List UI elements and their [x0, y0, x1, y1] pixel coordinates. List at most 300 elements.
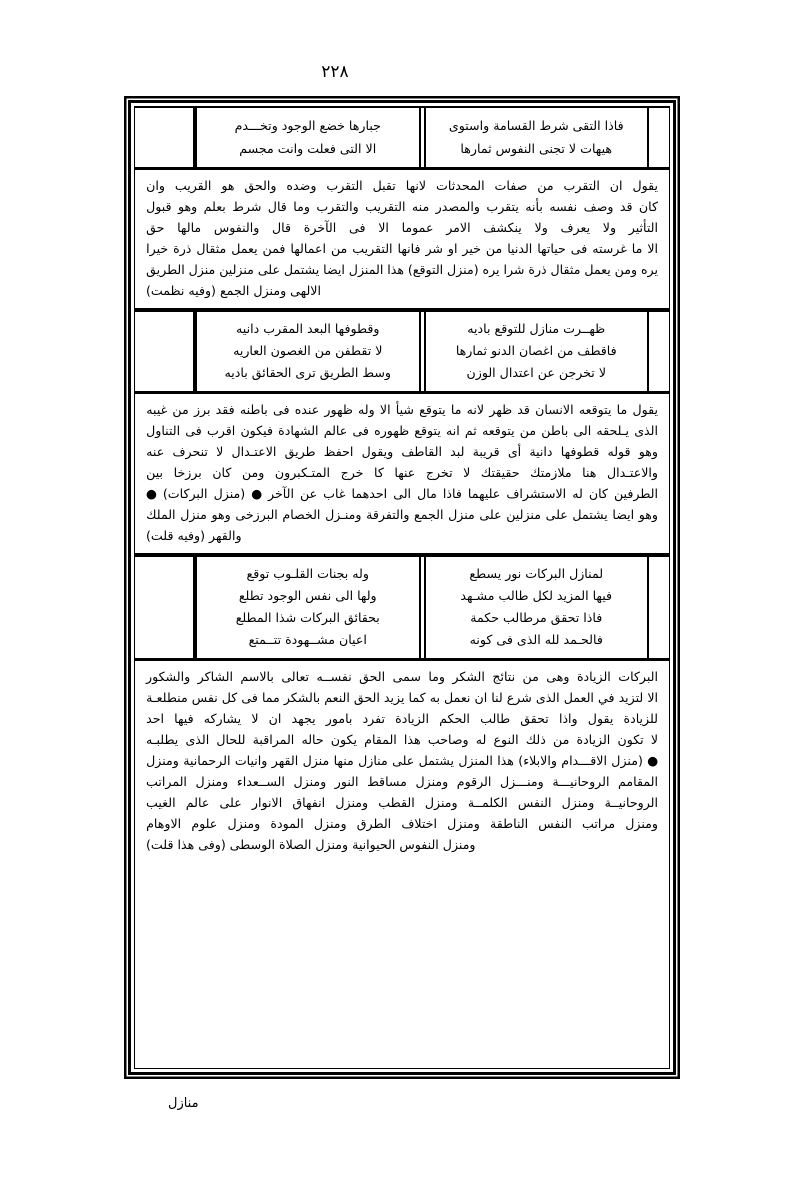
prose-word: كما	[408, 690, 426, 705]
prose-word: المراتب	[146, 774, 187, 789]
prose-word: ذرة	[173, 241, 192, 256]
prose-word: الخصام	[282, 507, 321, 522]
prose-word: يقول	[632, 178, 658, 193]
prose-word: وانيات	[234, 753, 268, 768]
prose-word: باطنه	[239, 402, 268, 417]
prose-word: ومنزل	[415, 774, 449, 789]
prose-word: الاوهام	[146, 816, 182, 831]
prose-word: كان	[212, 465, 232, 480]
prose-word: القاطف	[401, 444, 442, 459]
prose-word: تخرج	[425, 465, 453, 480]
prose-word: منزلين	[219, 262, 254, 277]
prose-line	[146, 792, 658, 813]
prose-word: يقول	[587, 711, 614, 726]
hemistich: هيهات لا تجنى النفوس ثمارها	[460, 141, 613, 156]
prose-word: ومنزل	[146, 753, 179, 768]
prose-word: يشاركه	[203, 711, 242, 726]
prose-block-2	[135, 394, 669, 556]
prose-word: برز	[193, 402, 211, 417]
verse-table-2-left-column	[195, 312, 419, 391]
prose-word: يعمل	[231, 241, 258, 256]
prose-word: حق	[146, 220, 165, 235]
prose-word: غرسته	[592, 241, 627, 256]
prose-word: برزخا	[173, 465, 202, 480]
prose-word: (منزل	[447, 262, 479, 277]
prose-word: الســعداء	[236, 774, 285, 789]
prose-word: شيأ	[395, 402, 414, 417]
prose-word: حاله	[301, 732, 324, 747]
prose-word: ومن	[614, 262, 638, 277]
prose-word: يـلحقه	[596, 423, 630, 438]
prose-word: عموما	[401, 220, 434, 235]
prose-word: الروحانيــة	[604, 795, 658, 810]
prose-word: لا	[216, 444, 224, 459]
verse-table-3-divider	[419, 557, 426, 658]
prose-word: نتائج	[492, 669, 516, 684]
prose-word: لانه	[466, 402, 485, 417]
prose-word: ايضا	[612, 507, 635, 522]
prose-word: فى	[241, 690, 258, 705]
prose-word: الا	[647, 241, 658, 256]
prose-word: منازل	[358, 753, 388, 768]
prose-word: له	[475, 732, 487, 747]
prose-word: من	[537, 178, 554, 193]
verse-table-1-tail-column	[135, 108, 195, 167]
prose-word: النفس	[538, 816, 572, 831]
prose-word: فى	[352, 423, 369, 438]
prose-word: كا	[373, 465, 384, 480]
prose-word: الشكر	[452, 669, 485, 684]
prose-line	[146, 771, 658, 792]
prose-word: البركات)	[162, 486, 208, 501]
prose-word: قطوفها	[560, 444, 600, 459]
hemistich: فاقطف من اغصان الدنو ثمارها	[455, 343, 617, 358]
prose-line	[146, 750, 658, 771]
prose-word: على	[219, 795, 242, 810]
prose-word: ومنزل	[447, 816, 480, 831]
prose-word: ●	[146, 486, 157, 501]
prose-word: له	[572, 486, 583, 501]
prose-word: الشهادة	[278, 423, 319, 438]
prose-word: يطلبـه	[146, 732, 179, 747]
prose-word: الانوار	[251, 795, 283, 810]
prose-word: ينكشف	[483, 220, 522, 235]
prose-word: كل	[221, 690, 238, 705]
hemistich: الا التى فعلت وانت مجسم	[239, 141, 377, 156]
hemistich: جبارها خضع الوجود وتخـــدم	[234, 118, 381, 133]
prose-word: الطرفين	[613, 486, 658, 501]
prose-word: الانسان	[535, 402, 574, 417]
prose-word: وصف	[583, 199, 614, 214]
prose-word: وصاحب	[427, 732, 469, 747]
prose-word: يعمل	[584, 262, 611, 277]
prose-line	[146, 175, 658, 196]
prose-word: لبد	[450, 444, 465, 459]
prose-word: ما	[631, 241, 643, 256]
prose-word: حياتها	[537, 241, 566, 256]
prose-word: وهو	[211, 507, 231, 522]
prose-word: انفهاق	[292, 795, 326, 810]
prose-word: فانها	[397, 241, 421, 256]
verse-table-1	[135, 107, 669, 170]
prose-word: يشتمل	[283, 262, 320, 277]
prose-word: هو	[221, 178, 235, 193]
prose-word: للحال	[216, 732, 246, 747]
verse-table-2-tail-column	[135, 312, 195, 391]
prose-word: يشتمل	[418, 753, 454, 768]
prose-word: التأثير	[628, 220, 658, 235]
prose-word: على	[392, 753, 415, 768]
prose-word: مثقال	[550, 262, 581, 277]
prose-word: للزيادة	[623, 711, 658, 726]
prose-word: عنها	[394, 465, 416, 480]
prose-word: ●	[251, 486, 262, 501]
prose-word: فى	[570, 241, 588, 256]
prose-word: وله	[358, 402, 375, 417]
prose-word: والاعتـدال	[606, 465, 658, 480]
prose-word: تعالى	[281, 669, 310, 684]
prose-word: الدنيا	[507, 241, 533, 256]
prose-word: ذرة	[528, 262, 547, 277]
prose-word: الا	[378, 220, 389, 235]
prose-block-3	[135, 661, 669, 862]
prose-word: الروحانيـــة	[552, 774, 610, 789]
prose-line	[146, 666, 658, 687]
prose-word: قال	[267, 199, 287, 214]
prose-word: اختلاف	[401, 816, 437, 831]
prose-word: فى	[185, 423, 202, 438]
verse-table-3-tail-column	[135, 557, 195, 658]
prose-word: ثم	[464, 423, 477, 438]
prose-word: على	[479, 507, 502, 522]
prose-word: التوقع)	[407, 262, 444, 277]
prose-word: الامر	[446, 220, 471, 235]
prose-word: عالم	[323, 423, 348, 438]
prose-word: بالاسم	[240, 669, 274, 684]
prose-word: لا	[463, 465, 471, 480]
prose-word: التقريب	[352, 241, 393, 256]
prose-word: ظهور	[324, 402, 353, 417]
prose-word: التناول	[146, 423, 181, 438]
prose-word: الى	[393, 486, 412, 501]
prose-word: شرا	[503, 262, 525, 277]
prose-word: ومنزل	[335, 795, 369, 810]
prose-word: لا	[650, 732, 658, 747]
prose-word: العمل	[563, 690, 594, 705]
verse-table-2-right-column	[426, 312, 648, 391]
prose-word: الحكم	[439, 711, 470, 726]
prose-word: احدهما	[351, 486, 388, 501]
prose-word: الذى	[185, 732, 210, 747]
prose-word: الاعتـدال	[231, 444, 277, 459]
prose-word: التقريب	[365, 199, 406, 214]
prose-word: الحق	[359, 669, 386, 684]
prose-word: نفسه	[549, 199, 578, 214]
prose-word: الا	[379, 402, 391, 417]
prose-word: يتوقعه	[481, 423, 515, 438]
prose-word: يتوقع	[414, 423, 441, 438]
prose-word: خير	[462, 241, 481, 256]
verse-table-1-right-column	[426, 108, 648, 167]
hemistich: فيها المزيد لكل طالب مشـهد	[460, 588, 613, 603]
prose-word: تحقق	[520, 711, 549, 726]
prose-word: يعرف	[560, 220, 591, 235]
prose-line: الالهى ومنزل الجمع (وفيه نظمت)	[146, 283, 321, 298]
prose-word: الاستشراف	[506, 486, 567, 501]
prose-word: فى	[272, 402, 290, 417]
prose-word: الطريق	[146, 262, 185, 277]
prose-word: القريب	[174, 178, 212, 193]
prose-word: على	[545, 507, 568, 522]
prose-word: يقول	[632, 402, 658, 417]
prose-line	[146, 196, 658, 217]
prose-word: (منزل	[611, 753, 643, 768]
prose-word: المقام	[364, 732, 397, 747]
prose-word: ومنزل	[293, 774, 327, 789]
prose-word: كان	[638, 199, 658, 214]
verse-table-2	[135, 311, 669, 394]
prose-word: الا	[647, 690, 658, 705]
prose-word: الطرق	[356, 816, 392, 831]
prose-word: ايضا	[323, 262, 345, 277]
prose-word: تفرد	[362, 711, 385, 726]
hemistich: وله بجنات القلـوب توقع	[246, 566, 369, 581]
hemistich: بحقائق البركات شذا المطلع	[235, 610, 380, 625]
prose-word: المنزل	[458, 753, 493, 768]
text-block-frame	[128, 100, 676, 1075]
prose-word: ملازمتك	[530, 465, 572, 480]
prose-word: مراتب	[582, 816, 616, 831]
prose-word: على	[257, 262, 280, 277]
prose-word: ومن	[241, 465, 265, 480]
prose-word: وما	[428, 669, 445, 684]
prose-line	[146, 399, 658, 420]
prose-word: بالشكر	[283, 690, 321, 705]
prose-word: النفس	[517, 795, 552, 810]
prose-word: من	[519, 423, 537, 438]
catchword: منازل	[168, 1096, 199, 1111]
prose-word: الذى	[535, 690, 560, 705]
prose-word: منها	[333, 753, 354, 768]
prose-word: مال	[417, 486, 437, 501]
prose-word: قوله	[607, 444, 631, 459]
prose-word: بين	[146, 465, 164, 480]
prose-word: او	[447, 241, 458, 256]
prose-word: ومنزل	[424, 795, 458, 810]
prose-word: عليهما	[467, 486, 501, 501]
prose-word: يتوقعه	[578, 402, 612, 417]
text-block-inner	[134, 106, 670, 1069]
prose-word: والتقرب	[316, 199, 359, 214]
prose-word: ان	[609, 178, 623, 193]
hemistich: لمنازل البركات نور يسطع	[469, 566, 604, 581]
prose-line	[146, 813, 658, 834]
prose-word: هذا	[403, 732, 421, 747]
prose-word: مالها	[177, 220, 202, 235]
prose-word: المنزل	[348, 262, 384, 277]
verse-table-3-right-column	[426, 557, 648, 658]
prose-word: وهو	[638, 444, 658, 459]
prose-word: ومنزل	[561, 795, 595, 810]
prose-word: النوع	[493, 732, 519, 747]
hemistich: لا تقطفن من الغصون العاريه	[233, 343, 383, 358]
prose-word: التقرب	[563, 178, 600, 193]
prose-word: خيرا	[146, 241, 169, 256]
prose-word: هذا	[497, 753, 514, 768]
prose-word: بعلم	[203, 199, 226, 214]
verse-table-3-left-column	[195, 557, 419, 658]
prose-word: طالب	[480, 711, 511, 726]
prose-word: منه	[411, 199, 430, 214]
prose-word: الكلمــة	[467, 795, 508, 810]
prose-word: انه	[446, 423, 460, 438]
prose-line: ومنزل النفوس الحيوانية ومنزل الصلاة الوسطى (وفى هذا قلت)	[146, 837, 476, 852]
prose-word: قريبة	[472, 444, 500, 459]
prose-word: الناطقة	[490, 816, 529, 831]
prose-word: فيها	[174, 711, 194, 726]
prose-word: الذى	[634, 423, 658, 438]
prose-word: من	[485, 241, 503, 256]
prose-word: مثقال	[196, 241, 227, 256]
prose-word: احد	[146, 711, 165, 726]
prose-word: والحق	[244, 178, 277, 193]
prose-word: منطلعـة	[146, 690, 188, 705]
prose-word: البرزخى	[235, 507, 278, 522]
prose-word: عن	[300, 486, 318, 501]
prose-word: ظهر	[489, 402, 513, 417]
prose-word: كان	[588, 486, 608, 501]
prose-word: واذا	[558, 711, 578, 726]
prose-word: أى	[507, 444, 522, 459]
prose-word: من	[522, 669, 539, 684]
prose-line	[146, 462, 658, 483]
prose-word: ظهوره	[374, 423, 410, 438]
prose-word: منزل	[302, 753, 330, 768]
prose-word: من	[330, 241, 348, 256]
prose-word: الآخرة	[303, 220, 337, 235]
folio-number: ٢٢٨	[321, 62, 349, 82]
prose-word: اقرب	[206, 423, 236, 438]
prose-word: الرقوم	[456, 774, 492, 789]
prose-word: المحدثات	[436, 178, 485, 193]
prose-word: الغيب	[146, 795, 176, 810]
prose-word: اعمالها	[290, 241, 326, 256]
prose-word: وان	[146, 178, 165, 193]
prose-line	[146, 420, 658, 441]
prose-word: نفس	[191, 690, 218, 705]
verse-table-3-edge-column	[647, 557, 669, 658]
prose-word: بأنه	[525, 199, 543, 214]
prose-word: والنفوس	[213, 220, 260, 235]
prose-word: ومنزل	[195, 774, 229, 789]
prose-word: بامور	[325, 711, 353, 726]
prose-word: ذلك	[525, 732, 546, 747]
prose-word: ومنـــزل	[499, 774, 544, 789]
prose-word: فى	[348, 220, 366, 235]
prose-word: النعم	[324, 690, 350, 705]
prose-word: النور	[334, 774, 359, 789]
prose-word: ومنزل	[227, 816, 261, 831]
prose-line	[146, 483, 658, 504]
prose-word: منزل	[448, 507, 475, 522]
hemistich: فاذا تحقق مرطالب حكمة	[470, 610, 603, 625]
prose-word: قبول	[146, 199, 172, 214]
prose-word: المودة	[270, 816, 304, 831]
prose-word: لا	[251, 711, 259, 726]
prose-word: باطن	[541, 423, 569, 438]
hemistich: ظهــرت منازل للتوقع باديه	[467, 321, 606, 336]
prose-word: شرط	[232, 199, 262, 214]
prose-word: قد	[517, 402, 530, 417]
prose-word: القهر	[271, 753, 299, 768]
prose-word: طريق	[284, 444, 316, 459]
prose-word: علوم	[191, 816, 218, 831]
prose-word: قال	[272, 220, 292, 235]
prose-block-1	[135, 170, 669, 311]
verse-table-1-edge-column	[647, 108, 669, 167]
prose-word: المقامم	[618, 774, 658, 789]
prose-word: شرع	[506, 690, 532, 705]
hemistich: لا تخرجن عن اعتدال الوزن	[466, 365, 606, 380]
prose-word: به	[429, 690, 440, 705]
prose-word: الزيادة	[576, 732, 611, 747]
hemistich: وقطوفها البعد المقرب دانيه	[236, 321, 380, 336]
prose-word: وضده	[286, 178, 317, 193]
prose-word: دانية	[529, 444, 553, 459]
prose-word: الزيادة	[395, 711, 429, 726]
prose-word: القطب	[378, 795, 415, 810]
prose-word: الحق	[353, 690, 380, 705]
prose-word: ●	[647, 753, 658, 768]
prose-word: احفظ	[323, 444, 354, 459]
prose-word: التقرب	[326, 178, 363, 193]
prose-word: عنه	[146, 444, 165, 459]
prose-word: نعمل	[444, 690, 471, 705]
prose-line	[146, 708, 658, 729]
prose-word: في	[597, 690, 615, 705]
hemistich: ولها الى نفس الوجود تطلع	[238, 588, 377, 603]
hemistich: وسط الطريق ترى الحقائق باديه	[224, 365, 391, 380]
prose-word: صفات	[494, 178, 528, 193]
prose-line	[146, 687, 658, 708]
verse-table-1-divider	[419, 108, 426, 167]
verse-table-3	[135, 556, 669, 661]
prose-word: (منزل	[213, 486, 246, 501]
prose-word: عالم	[185, 795, 210, 810]
prose-word: الرحمانية	[183, 753, 231, 768]
prose-word: غيبه	[146, 402, 168, 417]
prose-word: الملك	[146, 507, 176, 522]
prose-word: ان	[268, 711, 282, 726]
prose-word: منزلين	[506, 507, 541, 522]
prose-word: يكون	[330, 732, 358, 747]
prose-word: الجمع	[414, 507, 444, 522]
prose-line	[146, 729, 658, 750]
prose-word: فيكون	[240, 423, 273, 438]
prose-word: يتوقع	[419, 402, 446, 417]
prose-word: فقد	[215, 402, 235, 417]
prose-word: يره	[482, 262, 500, 277]
prose-word: ويقول	[361, 444, 394, 459]
prose-word: تقبل	[372, 178, 396, 193]
prose-word: والتفرقة	[366, 507, 410, 522]
prose-word: والمصدر	[435, 199, 480, 214]
verse-table-2-edge-column	[647, 312, 669, 391]
verse-table-2-divider	[419, 312, 426, 391]
prose-word: تنحرف	[172, 444, 208, 459]
prose-word: ومنزل	[313, 816, 347, 831]
hemistich: اعيان مشــهودة تتــمتع	[248, 632, 367, 647]
